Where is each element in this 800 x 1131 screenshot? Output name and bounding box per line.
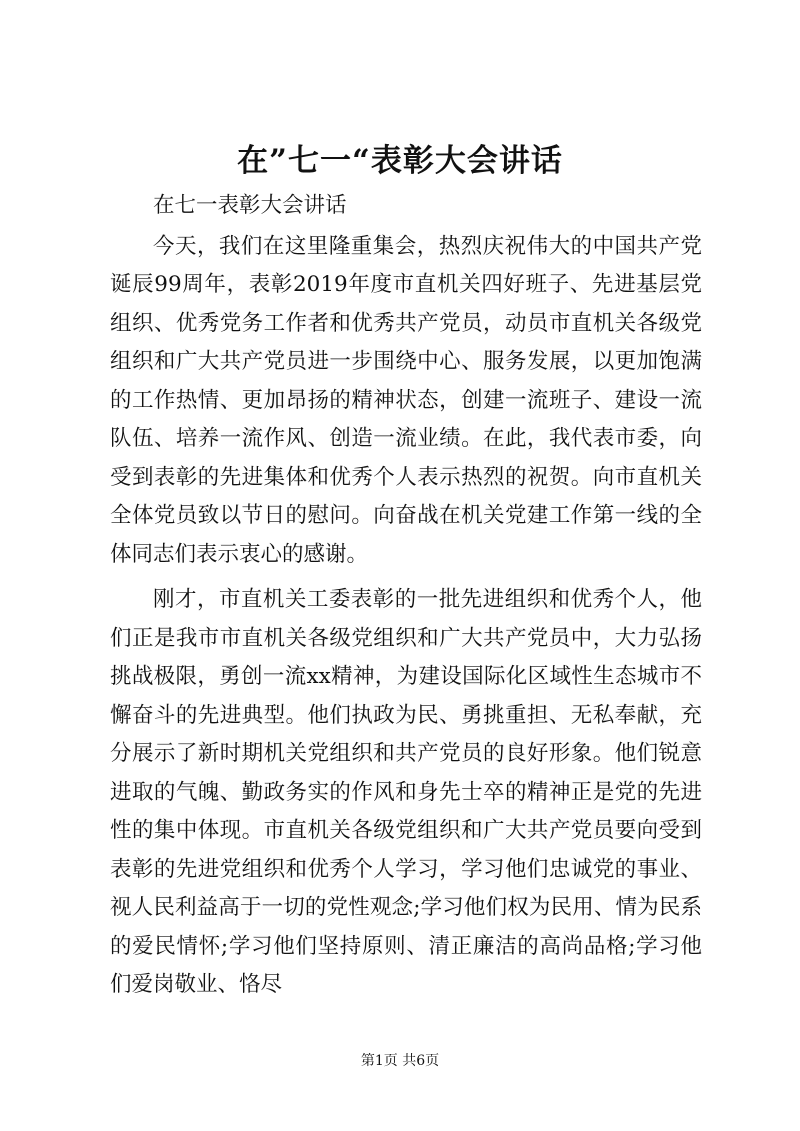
document-title: 在”七一“表彰大会讲话 <box>237 143 563 179</box>
paragraph-1: 今天，我们在这里隆重集会，热烈庆祝伟大的中国共产党诞辰99周年，表彰2019年度市直机关四好班子、先进基层党组织、优秀党务工作者和优秀共产党员，动员市直机关各级党组织和广大共产党员进一步围绕中心、服务发展，以更加饱满的工作热情、更加昂扬的精神状态，创建一流班子、建设一流队伍、培养一流作风、创造一流业绩。在此，我代表市委，向受到表彰的先进集体和优秀个人表示热烈的祝贺。向市直机关全体党员致以节日的慰问。向奋战在机关党建工作第一线的全体同志们表示衷心的感谢。 <box>110 233 702 567</box>
page-footer: 第1页 共6页 <box>360 1053 440 1069</box>
document-body <box>110 187 702 1005</box>
document-subtitle: 在七一表彰大会讲话 <box>153 193 347 218</box>
paragraph-2: 刚才，市直机关工委表彰的一批先进组织和优秀个人，他们正是我市市直机关各级党组织和广大共产党员中，大力弘扬挑战极限，勇创一流xx精神，为建设国际化区域性生态城市不懈奋斗的先进典型。他们执政为民、勇挑重担、无私奉献，充分展示了新时期机关党组织和共产党员的良好形象。他们锐意进取的气魄、勤政务实的作风和身先士卒的精神正是党的先进性的集中体现。市直机关各级党组织和广大共产党员要向受到表彰的先进党组织和优秀个人学习，学习他们忠诚党的事业、视人民利益高于一切的党性观念;学习他们权为民用、情为民系的爱民情怀;学习他们坚持原则、清正廉洁的高尚品格;学习他们爱岗敬业、恪尽 <box>110 587 702 997</box>
